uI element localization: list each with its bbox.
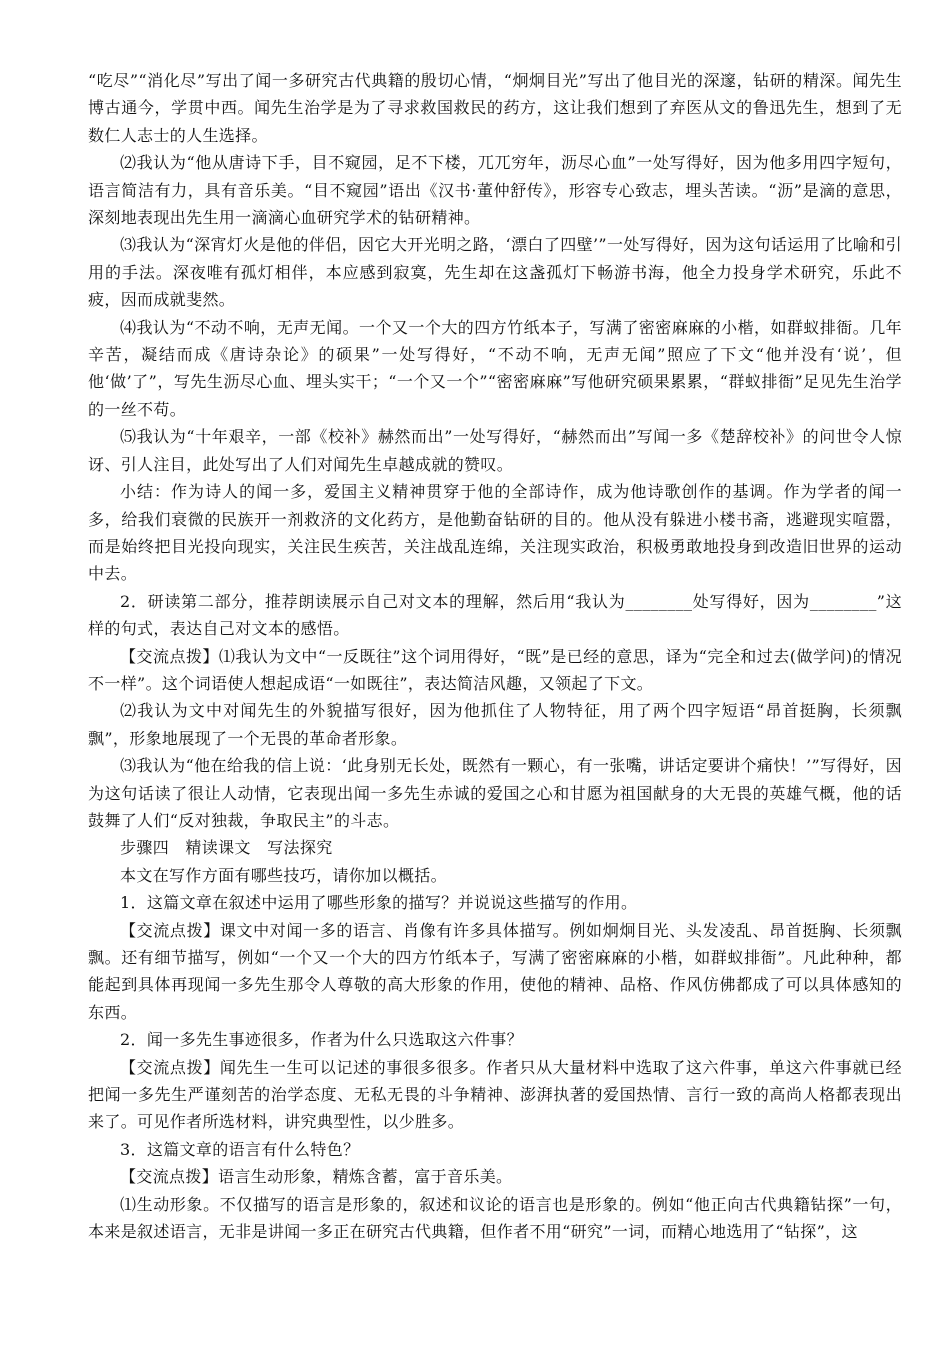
writing-answer-2: 【交流点拨】闻先生一生可以记述的事很多很多。作者只从大量材料中选取了这六件事，单这六件事就已经把闻一多先生严谨刻苦的治学态度、无私无畏的斗争精神、澎湃执著的爱国热情、言行一致的高尚人格都表现出来了。可见作者所选材料，讲究典型性，以少胜多。 xyxy=(88,1057,902,1132)
summary-paragraph: 小结：作为诗人的闻一多，爱国主义精神贯穿于他的全部诗作，成为他诗歌创作的基调。作为学者的闻一多，给我们衰微的民族开一剂救济的文化药方，是他勤奋钻研的目的。他从没有躲进小楼书斋，逃避现实喧嚣，而是始终把目光投向现实，关注民生疾苦，关注战乱连绵，关注现实政治，积极勇敢地投身到改造旧世界的运动中去。 xyxy=(88,482,902,584)
discussion-paragraph-3: ⑶我认为“他在给我的信上说：‘此身别无长处，既然有一颗心，有一张嘴，讲话定要讲个痛快！’”写得好，因为这句话读了很让人动情，它表现出闻一多先生赤诚的爱国之心和甘愿为祖国献身的大无畏的英雄气概，他的话鼓舞了人们“反对独裁，争取民主”的斗志。 xyxy=(88,756,902,830)
language-feature-1: ⑴生动形象。不仅描写的语言是形象的，叙述和议论的语言也是形象的。例如“他正向古代典籍钻探”一句，本来是叙述语言，无非是讲闻一多正在研究古代典籍，但作者不用“研究”一词，而精心地选用了“钻探”，这 xyxy=(88,1194,902,1242)
paragraph-4: ⑷我认为“不动不响，无声无闻。一个又一个大的四方竹纸本子，写满了密密麻麻的小楷，如群蚁排衙。几年辛苦，凝结而成《唐诗杂论》的硕果”一处写得好，“不动不响，无声无闻”照应了下文“他并没有‘说’，但他‘做’了”，写先生沥尽心血、埋头实干；“一个又一个”“密密麻麻”写他研究硕果累累，“群蚁排衙”足见先生治学的一丝不苟。 xyxy=(88,317,902,419)
writing-question-1: 1．这篇文章在叙述中运用了哪些形象的描写？并说说这些描写的作用。 xyxy=(120,893,638,913)
paragraph-2: ⑵我认为“他从唐诗下手，目不窥园，足不下楼，兀兀穷年，沥尽心血”一处写得好，因为他多用四字短句，语言简洁有力，具有音乐美。“目不窥园”语出《汉书·董仲舒传》，形容专心致志，埋头苦读。“沥”是滴的意思，深刻地表现出先生用一滴滴心血研究学术的钻研精神。 xyxy=(88,153,902,228)
step-four-intro: 本文在写作方面有哪些技巧，请你加以概括。 xyxy=(120,865,448,885)
writing-answer-3: 【交流点拨】语言生动形象，精炼含蓄，富于音乐美。 xyxy=(120,1167,513,1187)
writing-question-2: 2．闻一多先生事迹很多，作者为什么只选取这六件事？ xyxy=(120,1030,523,1050)
paragraph-1: “吃尽”“消化尽”写出了闻一多研究古代典籍的殷切心情，“炯炯目光”写出了他目光的深邃，钻研的精深。闻先生博古通今，学贯中西。闻先生治学是为了寻求救国救民的药方，这让我们想到了弃医从文的鲁迅先生，想到了无数仁人志士的人生选择。 xyxy=(88,71,902,145)
step-four-heading: 步骤四 精读课文 写法探究 xyxy=(120,838,333,858)
paragraph-3: ⑶我认为“深宵灯火是他的伴侣，因它大开光明之路，‘漂白了四壁’”一处写得好，因为这句话运用了比喻和引用的手法。深夜唯有孤灯相伴，本应感到寂寞，先生却在这盏孤灯下畅游书海，他全力投身学术研究，乐此不疲，因而成就斐然。 xyxy=(88,235,902,310)
writing-answer-1: 【交流点拨】课文中对闻一多的语言、肖像有许多具体描写。例如炯炯目光、头发凌乱、昂首挺胸、长须飘飘。还有细节描写，例如“一个又一个大的四方竹纸本子，写满了密密麻麻的小楷，如群蚁排衙”。凡此种种，都能起到具体再现闻一多先生那令人尊敬的高大形象的作用，使他的精神、品格、作风仿佛都成了可以具体感知的东西。 xyxy=(88,920,902,1022)
discussion-paragraph-2: ⑵我认为文中对闻先生的外貌描写很好，因为他抓住了人物特征，用了两个四字短语“昂首挺胸，长须飘飘”，形象地展现了一个无畏的革命者形象。 xyxy=(88,701,902,748)
discussion-paragraph-1: 【交流点拨】⑴我认为文中“一反既往”这个词用得好，“既”是已经的意思，译为“完全和过去(做学问)的情况不一样”。这个词语使人想起成语“一如既往”，表达简洁风趣，又领起了下文。 xyxy=(88,646,902,693)
paragraph-5: ⑸我认为“十年艰辛，一部《校补》赫然而出”一处写得好，“赫然而出”写闻一多《楚辞校补》的问世令人惊讶、引人注目，此处写出了人们对闻先生卓越成就的赞叹。 xyxy=(88,427,902,474)
writing-question-3: 3．这篇文章的语言有什么特色？ xyxy=(120,1139,360,1159)
question-2-paragraph: 2．研读第二部分，推荐朗读展示自己对文本的理解，然后用“我认为________处写得好，因为________”这样的句式，表达自己对文本的感悟。 xyxy=(88,591,902,639)
